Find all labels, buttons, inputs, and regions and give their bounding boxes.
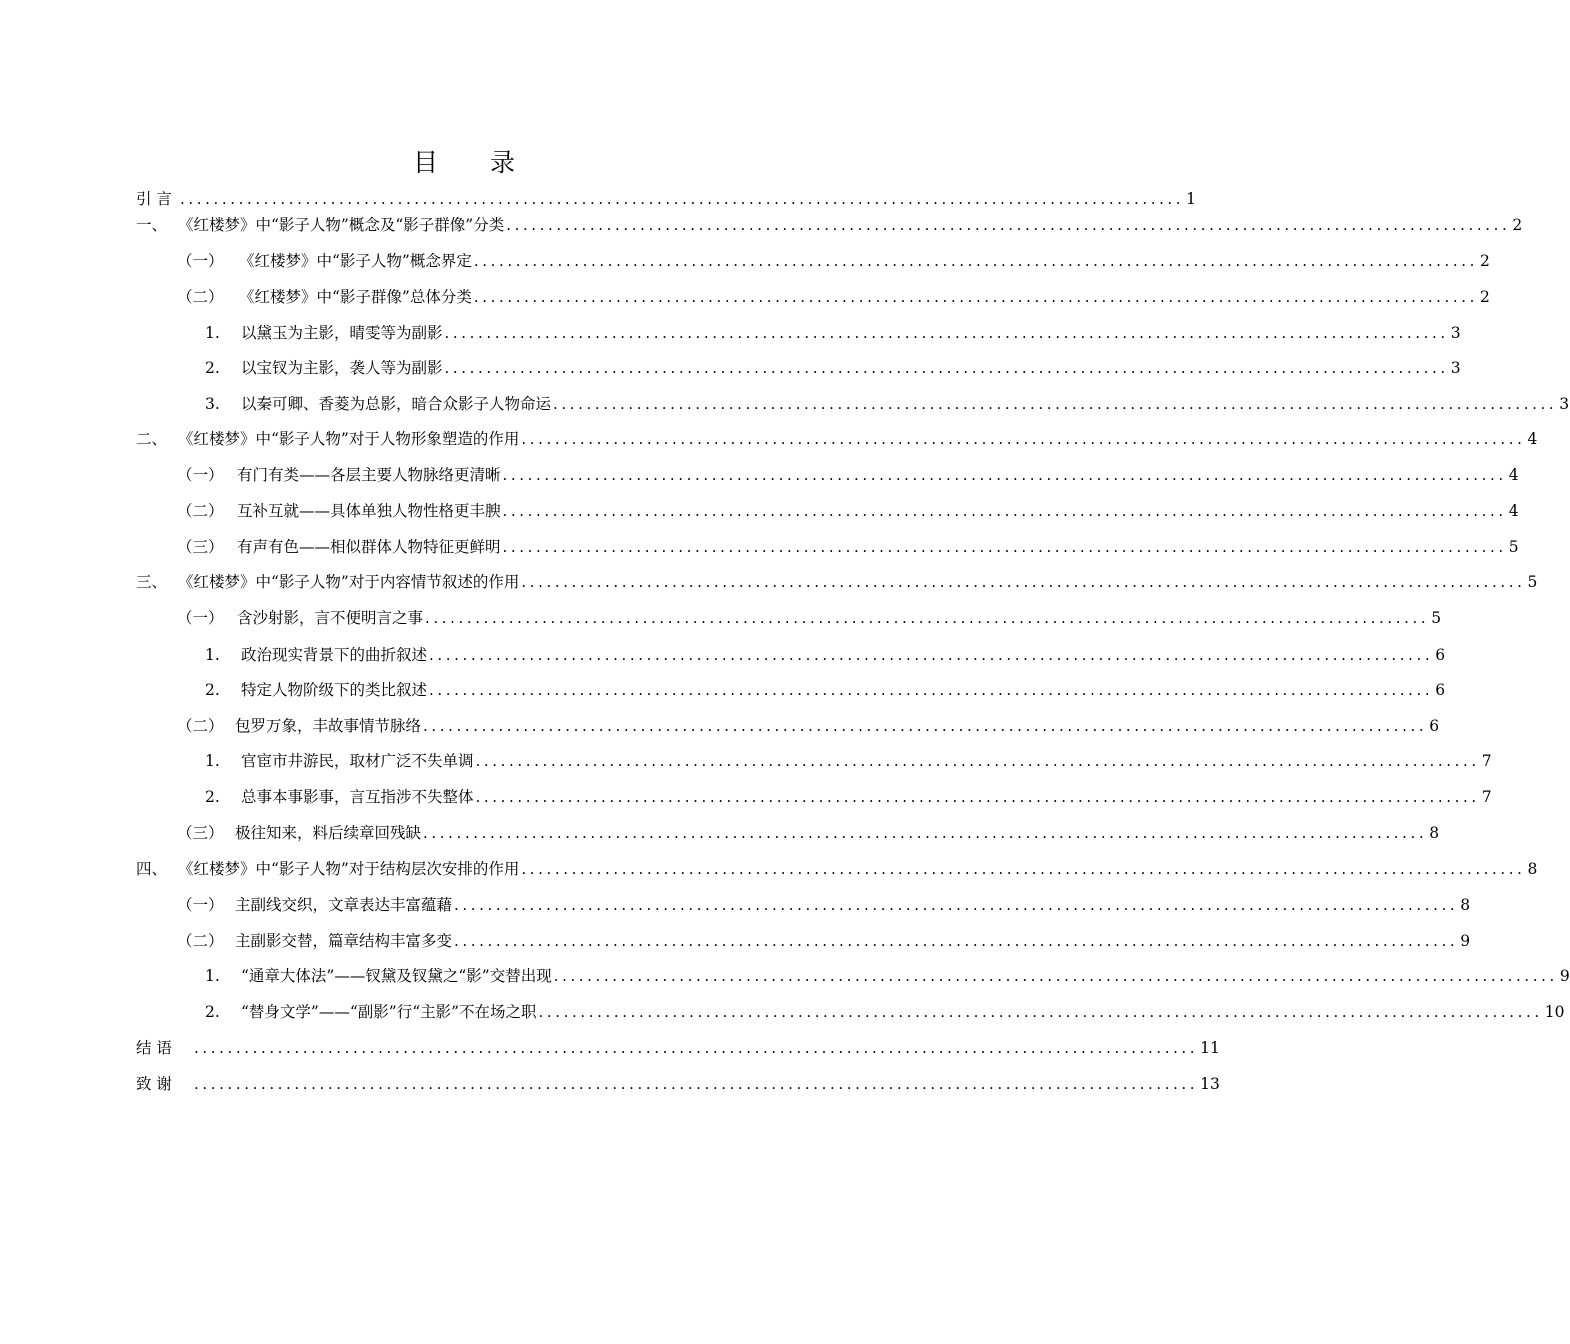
toc-entry-page: 6 (1435, 681, 1446, 699)
toc-entry-leader: ........................................................................................................................ (444, 359, 1449, 377)
toc-entry-leader: ........................................................................................................................ (194, 1039, 1199, 1057)
toc-entry-page: 7 (1481, 788, 1492, 806)
toc-entry-page: 3 (1559, 395, 1570, 413)
toc-entry-page: 5 (1508, 538, 1519, 556)
toc-entry-page: 7 (1481, 752, 1492, 770)
toc-entry[interactable] (205, 357, 1461, 379)
toc-entry-label: 包罗万象，丰故事情节脉络 (235, 717, 422, 735)
toc-entry-number: 致 谢 (136, 1075, 172, 1093)
toc-entry[interactable] (205, 750, 1492, 772)
toc-entry-number: 2. (205, 681, 220, 699)
toc-entry[interactable] (177, 536, 1519, 558)
toc-entry-page: 9 (1460, 932, 1471, 950)
toc-entry-number: 2. (205, 1003, 220, 1021)
toc-entry-leader: ........................................................................................................................ (454, 896, 1459, 914)
toc-entry[interactable] (177, 715, 1440, 737)
toc-entry-number: （一） (177, 466, 224, 484)
toc-entry-label: 特定人物阶级下的类比叙述 (241, 681, 428, 699)
toc-entry-page: 13 (1200, 1075, 1220, 1093)
toc-entry-page: 1 (1186, 190, 1197, 208)
toc-entry-page: 3 (1450, 324, 1461, 342)
toc-entry-number: 三、 (136, 573, 168, 591)
toc-entry-number: 1. (205, 324, 220, 342)
toc-entry-leader: ........................................................................................................................ (538, 1003, 1543, 1021)
toc-entry-leader: ........................................................................................................................ (475, 752, 1480, 770)
toc-entry-label: “通章大体法”——钗黛及钗黛之“影”交替出现 (241, 967, 552, 985)
toc-entry[interactable] (205, 393, 1570, 415)
toc-entry-leader: ........................................................................................................................ (521, 573, 1526, 591)
toc-entry-leader: ........................................................................................................................ (454, 932, 1459, 950)
toc-entry-leader: ........................................................................................................................ (521, 430, 1526, 448)
toc-entry-page: 3 (1450, 359, 1461, 377)
toc-entry-number: 2. (205, 788, 220, 806)
toc-entry-label: 有声有色——相似群体人物特征更鲜明 (237, 538, 501, 556)
toc-entry-leader: ........................................................................................................................ (180, 190, 1185, 208)
toc-entry-label: 主副影交替，篇章结构丰富多变 (235, 932, 453, 950)
toc-entry[interactable] (177, 500, 1519, 522)
toc-entry[interactable] (205, 786, 1492, 808)
toc-entry[interactable] (136, 858, 1538, 880)
toc-entry-leader: ........................................................................................................................ (473, 252, 1479, 270)
toc-entry-number: （三） (177, 538, 224, 556)
toc-entry-page: 10 (1544, 1003, 1565, 1021)
toc-entry-label: 以秦可卿、香菱为总影，暗合众影子人物命运 (241, 395, 552, 413)
toc-entry[interactable] (136, 1073, 1220, 1095)
toc-entry-leader: ........................................................................................................................ (506, 216, 1511, 234)
toc-entry-number: 四、 (136, 860, 168, 878)
toc-entry-page: 8 (1429, 824, 1440, 842)
toc-entry-label: 官宦市井游民，取材广泛不失单调 (241, 752, 474, 770)
toc-entry-page: 6 (1429, 717, 1440, 735)
toc-entry-leader: ........................................................................................................................ (553, 395, 1558, 413)
toc-entry[interactable] (177, 822, 1440, 844)
toc-entry-label: 以宝钗为主影，袭人等为副影 (241, 359, 443, 377)
toc-entry-page: 9 (1559, 967, 1570, 985)
toc-entry-number: 2. (205, 359, 220, 377)
toc-entry-number: （二） (177, 502, 224, 520)
toc-entry-leader: ........................................................................................................................ (423, 717, 1428, 735)
toc-entry-number: 1. (205, 646, 220, 664)
toc-entry-label: 《红楼梦》中“影子人物”概念界定 (239, 252, 472, 270)
toc-entry-page: 11 (1200, 1039, 1220, 1057)
toc-entry-number: 1. (205, 752, 220, 770)
toc-entry-leader: ........................................................................................................................ (502, 502, 1507, 520)
toc-entry-number: （一） (177, 609, 224, 627)
toc-entry[interactable] (177, 930, 1471, 952)
toc-entry-number: （二） (177, 717, 224, 735)
toc-entry[interactable] (136, 571, 1538, 593)
toc-entry-leader: ........................................................................................................................ (444, 324, 1449, 342)
toc-entry-label: 总事本事影事，言互指涉不失整体 (241, 788, 474, 806)
toc-entry[interactable] (136, 428, 1538, 450)
toc-entry-label: 政治现实背景下的曲折叙述 (241, 646, 428, 664)
toc-entry[interactable] (136, 214, 1523, 236)
toc-entry-leader: ........................................................................................................................ (521, 860, 1526, 878)
toc-entry[interactable] (205, 322, 1461, 344)
toc-entry-label: 主副线交织，文章表达丰富蕴藉 (235, 896, 453, 914)
toc-entry-label: 《红楼梦》中“影子人物”对于内容情节叙述的作用 (178, 573, 520, 591)
toc-entry-page: 6 (1435, 646, 1446, 664)
toc-entry[interactable] (205, 965, 1570, 987)
toc-entry[interactable] (136, 1037, 1220, 1059)
toc-entry-number: 3. (205, 395, 220, 413)
toc-entry[interactable] (177, 894, 1471, 916)
toc-title: 目 录 (413, 148, 537, 177)
toc-entry-number: （一） (177, 252, 224, 270)
toc-entry[interactable] (177, 464, 1519, 486)
toc-entry-page: 8 (1460, 896, 1471, 914)
toc-entry-number: （二） (177, 932, 224, 950)
toc-entry-page: 5 (1431, 609, 1442, 627)
toc-entry-label: 含沙射影，言不便明言之事 (237, 609, 424, 627)
toc-entry-leader: ........................................................................................................................ (429, 646, 1434, 664)
toc-entry-number: 结 语 (136, 1039, 172, 1057)
toc-entry[interactable] (136, 188, 1197, 210)
toc-entry-number: （二） (177, 288, 224, 306)
toc-entry-leader: ........................................................................................................................ (553, 967, 1558, 985)
toc-entry-label: 互补互就——具体单独人物性格更丰腴 (237, 502, 501, 520)
toc-entry-page: 5 (1527, 573, 1538, 591)
toc-entry-leader: ........................................................................................................................ (423, 824, 1428, 842)
toc-entry-leader: ........................................................................................................................ (429, 681, 1434, 699)
toc-entry[interactable] (177, 286, 1490, 308)
toc-entry-number: 一、 (136, 216, 168, 234)
toc-entry[interactable] (177, 250, 1490, 272)
toc-entry-leader: ........................................................................................................................ (475, 788, 1480, 806)
toc-entry-leader: ........................................................................................................................ (194, 1075, 1199, 1093)
toc-entry[interactable] (205, 1001, 1565, 1023)
toc-entry-page: 4 (1527, 430, 1538, 448)
toc-entry-leader: ........................................................................................................................ (425, 609, 1430, 627)
toc-entry[interactable] (177, 607, 1442, 629)
toc-entry-label: 以黛玉为主影，晴雯等为副影 (241, 324, 443, 342)
toc-entry-label: 有门有类——各层主要人物脉络更清晰 (237, 466, 501, 484)
toc-entry-leader: ........................................................................................................................ (502, 466, 1507, 484)
toc-entry-page: 8 (1527, 860, 1538, 878)
toc-entry-number: 二、 (136, 430, 168, 448)
toc-entry-page: 2 (1480, 288, 1490, 306)
toc-entry-leader: ........................................................................................................................ (473, 288, 1479, 306)
toc-entry-page: 4 (1508, 502, 1519, 520)
toc-entry-number: （三） (177, 824, 224, 842)
toc-entry-label: 《红楼梦》中“影子人物”概念及“影子群像”分类 (178, 216, 505, 234)
toc-entry-page: 2 (1512, 216, 1523, 234)
toc-entry-label: 《红楼梦》中“影子人物”对于结构层次安排的作用 (178, 860, 520, 878)
toc-entry-label: 极往知来，料后续章回残缺 (235, 824, 422, 842)
toc-entry[interactable] (205, 644, 1446, 666)
toc-entry-page: 4 (1508, 466, 1519, 484)
toc-entry-label: 《红楼梦》中“影子人物”对于人物形象塑造的作用 (178, 430, 520, 448)
toc-entry-number: （一） (177, 896, 224, 914)
toc-entry-leader: ........................................................................................................................ (502, 538, 1507, 556)
toc-entry-label: “替身文学”——“副影”行“主影”不在场之职 (241, 1003, 537, 1021)
toc-entry-number: 引 言 (136, 190, 172, 208)
toc-entry-page: 2 (1480, 252, 1490, 270)
toc-entry-label: 《红楼梦》中“影子群像”总体分类 (239, 288, 472, 306)
toc-entry[interactable] (205, 679, 1446, 701)
toc-entry-number: 1. (205, 967, 220, 985)
